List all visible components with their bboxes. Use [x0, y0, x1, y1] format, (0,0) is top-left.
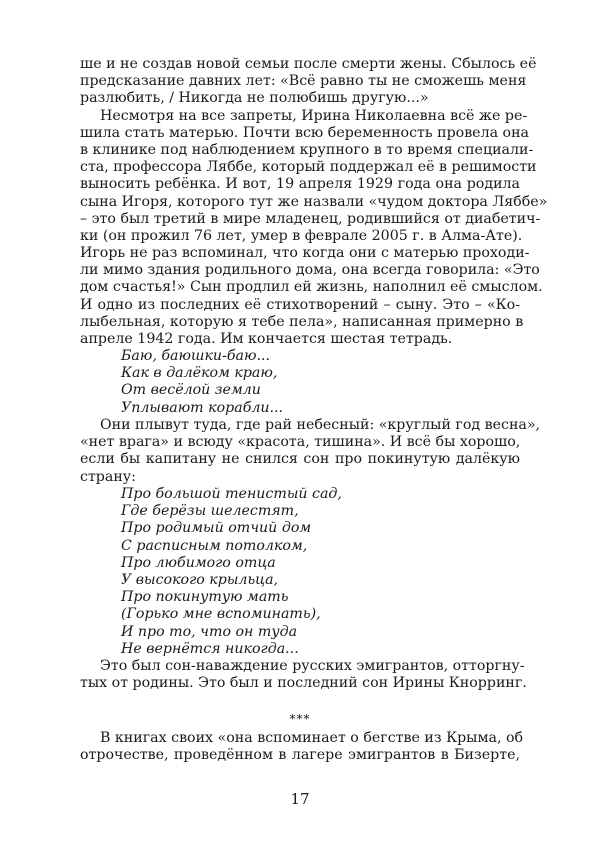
text-line: ки (он прожил 76 лет, умер в феврале 2005 г. в Алма-Ате). — [80, 227, 523, 244]
poem-line: От весёлой земли — [121, 382, 261, 399]
poem-line: (Горько мне вспоминать), — [121, 606, 321, 623]
text-line: если бы капитану не снился сон про покинутую далёкую — [80, 451, 520, 468]
text-line: Игорь не раз вспоминал, что когда они с матерью проходи- — [80, 245, 530, 262]
poem-line: Про любимого отца — [121, 554, 276, 571]
text-line: дом счастья!» Сын продлил ей жизнь, наполнил её смыслом. — [80, 279, 543, 296]
text-line: сына Игоря, которого тут же назвали «чудом доктора Ляббе» — [80, 193, 548, 210]
text-line: ли мимо здания родильного дома, она всегда говорила: «Это — [80, 262, 540, 279]
poem-line: С расписным потолком, — [121, 537, 308, 554]
text-line: Несмотря на все запреты, Ирина Николаевна всё же ре- — [100, 107, 528, 124]
text-line: лыбельная, которую я тебе пела», написанная примерно в — [80, 313, 524, 330]
text-line: разлюбить, / Никогда не полюбишь другую...» — [80, 90, 429, 107]
paragraph-block-2 — [80, 417, 541, 486]
poem-line: Уплывают корабли... — [121, 399, 284, 416]
text-line: В книгах своих «она вспоминает о бегстве из Крыма, об — [100, 730, 524, 746]
text-line: Это был сон-наваждение русских эмигрантов, отторгну- — [100, 658, 525, 674]
text-line: Они плывут туда, где рай небесный: «круглый год весна», — [100, 417, 541, 433]
text-line: отрочестве, проведённом в лагере эмигрантов в Бизерте, — [80, 747, 520, 764]
page-number: 17 — [290, 790, 310, 808]
poem-line: Про большой тенистый сад, — [121, 486, 342, 502]
section-separator: *** — [289, 712, 311, 726]
poem-line: Как в далёком краю, — [121, 365, 278, 382]
text-line: в клинике под наблюдением крупного в то время специали- — [80, 141, 534, 158]
poem-line: У высокого крыльца, — [121, 571, 279, 588]
text-line: тых от родины. Это был и последний сон Ирины Кнорринг. — [80, 675, 527, 692]
poem-dream — [121, 486, 342, 658]
poem-line: Про покинутую мать — [121, 589, 289, 606]
text-line: предсказание давних лет: «Всё равно ты не сможешь меня — [80, 73, 527, 90]
text-line: И одно из последних её стихотворений – сыну. Это – «Ко- — [80, 296, 520, 313]
text-line: страну: — [80, 468, 136, 485]
text-line: «нет врага» и всюду «красота, тишина». И всё бы хорошо, — [80, 434, 521, 451]
text-line: апреле 1942 года. Им кончается шестая тетрадь. — [80, 331, 453, 347]
text-line: ше и не создав новой семьи после смерти жены. Сбылось её — [80, 56, 537, 72]
text-line: – это был третий в мире младенец, родившийся от диабетич- — [80, 210, 541, 227]
poem-line: Баю, баюшки-баю... — [121, 348, 270, 364]
poem-lullaby — [121, 348, 283, 417]
text-line: ста, профессора Ляббе, который поддержал её в решимости — [80, 159, 537, 176]
text-line: шила стать матерью. Почти всю беременность провела она — [80, 124, 530, 141]
paragraph-block-1 — [80, 56, 548, 348]
text-line: выносить ребёнка. И вот, 19 апреля 1929 года она родила — [80, 176, 520, 193]
paragraph-block-3 — [80, 658, 527, 692]
poem-line: Где берёзы шелестят, — [121, 503, 299, 520]
paragraph-block-4 — [80, 730, 524, 764]
poem-line: И про то, что он туда — [121, 623, 298, 640]
poem-line: Про родимый отчий дом — [121, 520, 312, 537]
poem-line: Не вернётся никогда... — [121, 640, 299, 657]
